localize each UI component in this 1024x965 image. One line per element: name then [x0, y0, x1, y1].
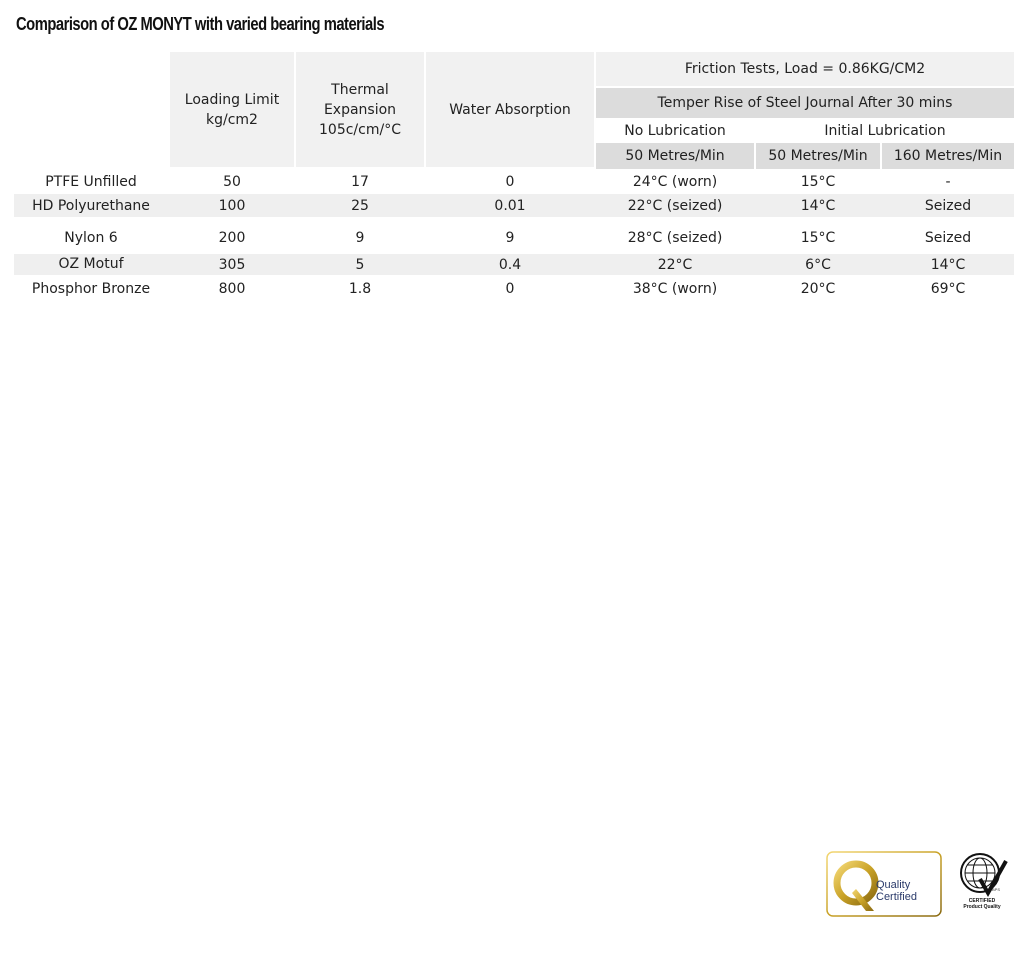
cell-init-160: 14°C [930, 257, 966, 273]
page-title: Comparison of OZ MONYT with varied bearing materials [16, 14, 385, 34]
header-speed-nolub-50 [596, 143, 754, 169]
header-thermal-line1: Thermal [331, 81, 389, 98]
globe-check-icon [954, 851, 1010, 899]
product-quality-label: Product Quality [963, 904, 1001, 910]
bps-label: BPS [992, 887, 1001, 892]
cell-thermal: 1.8 [348, 281, 372, 297]
header-initial-lubrication [756, 120, 1014, 142]
cell-thermal: 5 [355, 257, 365, 273]
cell-loading: 800 [218, 281, 246, 297]
cell-loading: 100 [218, 198, 246, 214]
cell-material: PTFE Unfilled [45, 174, 137, 190]
quality-certified-badge [826, 851, 942, 917]
header-speed-init-50 [756, 143, 880, 169]
cell-material: Phosphor Bronze [31, 281, 151, 297]
cell-init-160: - [945, 174, 951, 190]
header-speed-init-160 [882, 143, 1014, 169]
product-quality-text [954, 898, 1010, 910]
cell-thermal: 9 [355, 230, 365, 246]
header-friction-tests [596, 52, 1014, 86]
header-speed-label: 50 Metres/Min [768, 148, 868, 164]
cell-nolub-50: 24°C (worn) [632, 174, 718, 190]
cell-init-50: 15°C [800, 174, 836, 190]
header-thermal-line3: 105c/cm/°C [319, 121, 401, 138]
header-loading-limit-line2: kg/cm2 [206, 111, 258, 128]
cell-init-160: Seized [924, 230, 972, 246]
cell-thermal: 25 [351, 198, 369, 214]
cell-init-50: 15°C [800, 230, 836, 246]
cell-init-50: 20°C [800, 281, 836, 297]
cell-thermal: 17 [351, 174, 369, 190]
header-temper-rise [596, 88, 1014, 118]
cell-material: HD Polyurethane [32, 198, 150, 214]
cell-water: 0 [505, 174, 515, 190]
cell-material: Nylon 6 [64, 230, 118, 246]
header-init-lub-label: Initial Lubrication [824, 123, 946, 139]
cell-water: 0 [505, 281, 515, 297]
quality-certified-text [876, 879, 917, 903]
header-water-label: Water Absorption [449, 101, 571, 118]
header-water-absorption [426, 52, 594, 167]
header-speed-label: 160 Metres/Min [893, 148, 1003, 164]
cell-material: OZ Motuf [58, 256, 124, 272]
cell-water: 0.4 [498, 257, 522, 273]
header-temper-label: Temper Rise of Steel Journal After 30 mins [657, 95, 953, 111]
header-speed-label: 50 Metres/Min [625, 148, 725, 164]
cell-water: 0.01 [494, 198, 526, 214]
header-friction-label: Friction Tests, Load = 0.86KG/CM2 [684, 61, 926, 77]
certified-product-quality-badge [954, 851, 1010, 913]
cell-init-160: Seized [924, 198, 972, 214]
header-loading-limit [170, 52, 294, 167]
header-no-lubrication [596, 120, 754, 142]
cell-init-160: 69°C [930, 281, 966, 297]
cell-init-50: 14°C [800, 198, 836, 214]
cell-nolub-50: 28°C (seized) [627, 230, 723, 246]
cell-nolub-50: 38°C (worn) [632, 281, 718, 297]
cell-water: 9 [505, 230, 515, 246]
cell-nolub-50: 22°C (seized) [627, 198, 723, 214]
cell-loading: 200 [218, 230, 246, 246]
cell-init-50: 6°C [805, 257, 831, 273]
quality-label: Quality [876, 879, 911, 891]
header-thermal-expansion [296, 52, 424, 167]
cell-loading: 305 [218, 257, 246, 273]
header-no-lub-label: No Lubrication [624, 123, 726, 139]
certified-small-label: CERTIFIED [968, 898, 996, 904]
cell-loading: 50 [223, 174, 241, 190]
cell-nolub-50: 22°C [657, 257, 693, 273]
header-loading-limit-line1: Loading Limit [184, 91, 280, 108]
header-thermal-line2: Expansion [323, 101, 397, 118]
certified-label: Certified [876, 891, 917, 903]
